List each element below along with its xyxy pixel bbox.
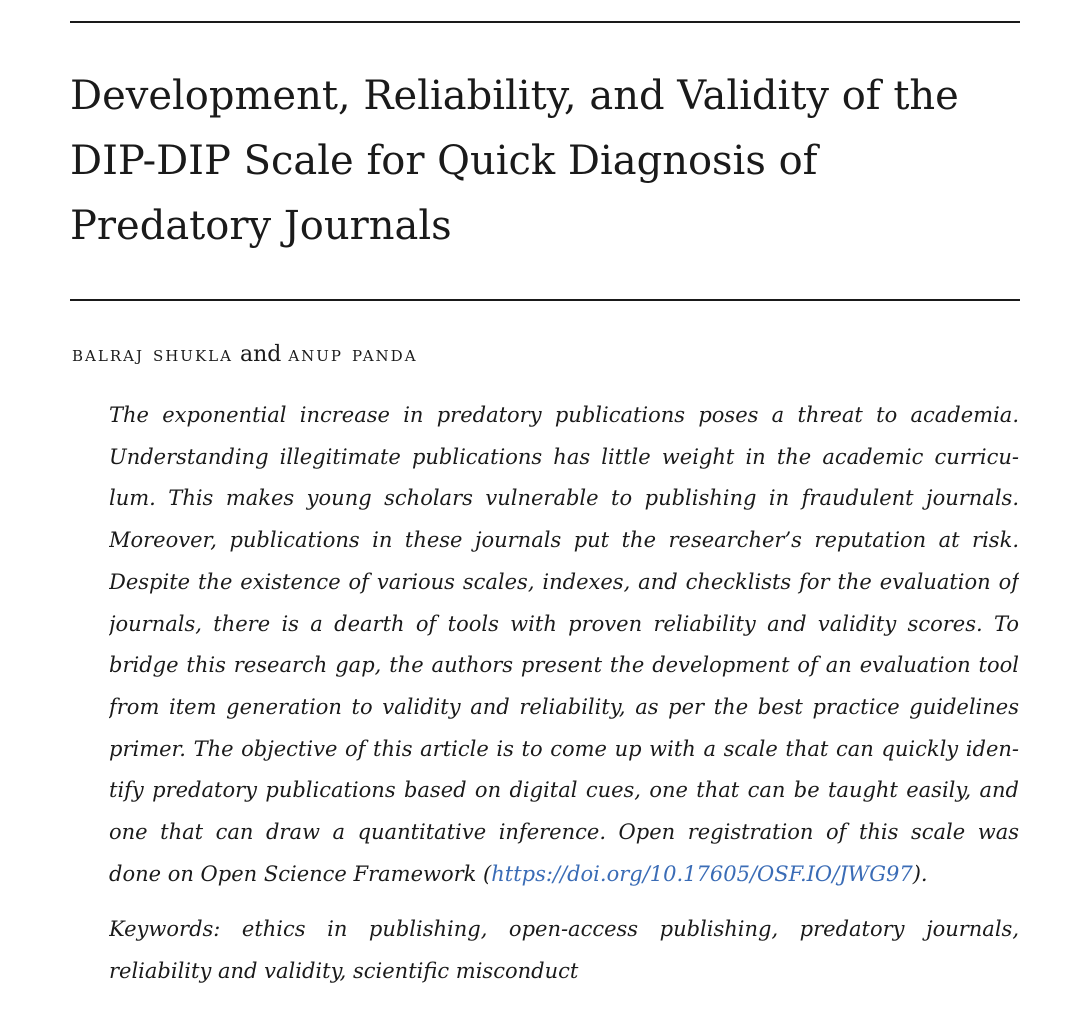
abstract-line: lum. This makes young scholars vulnerable to publishing in fraudulent journals. <box>109 486 1019 511</box>
title-line: DIP-DIP Scale for Quick Diagnosis of <box>70 138 818 184</box>
keywords-line: reliability and validity, scientific misconduct <box>109 958 579 983</box>
doi-link[interactable]: https://doi.org/10.17605/OSF.IO/JWG97 <box>491 861 913 886</box>
author-name: anup panda <box>288 342 418 367</box>
title-line: Predatory Journals <box>70 203 452 249</box>
abstract <box>109 395 1019 895</box>
abstract-line: bridge this research gap, the authors present the development of an evaluation tool <box>109 653 1019 678</box>
abstract-line: journals, there is a dearth of tools with proven reliability and validity scores. To <box>109 611 1019 636</box>
abstract-line: one that can draw a quantitative inference. Open registration of this scale was <box>109 820 1019 845</box>
keywords <box>109 909 1019 992</box>
abstract-text: ). <box>912 861 928 886</box>
bottom-rule <box>70 299 1020 301</box>
author-name: balraj shukla <box>72 342 233 367</box>
top-rule <box>70 21 1020 23</box>
abstract-line: Moreover, publications in these journals put the researcher’s reputation at risk. <box>109 528 1019 553</box>
abstract-line: tify predatory publications based on digital cues, one that can be taught easily, and <box>109 778 1019 803</box>
abstract-line: Despite the existence of various scales, indexes, and checklists for the evaluation of <box>109 569 1019 594</box>
author-line <box>72 338 1022 372</box>
abstract-line: Understanding illegitimate publications has little weight in the academic curricu- <box>109 444 1019 469</box>
article-title <box>70 64 1020 259</box>
keywords-line: Keywords: ethics in publishing, open-access publishing, predatory journals, <box>109 917 1019 941</box>
abstract-line: from item generation to validity and reliability, as per the best practice guidelines <box>109 694 1019 719</box>
title-line: Development, Reliability, and Validity of the <box>70 73 959 119</box>
abstract-line: primer. The objective of this article is to come up with a scale that can quickly iden- <box>109 736 1019 761</box>
abstract-text: done on Open Science Framework ( <box>109 861 492 886</box>
author-conjunction: and <box>239 342 282 367</box>
abstract-last-line <box>109 854 1019 896</box>
abstract-line: The exponential increase in predatory publications poses a threat to academia. <box>109 403 1019 427</box>
